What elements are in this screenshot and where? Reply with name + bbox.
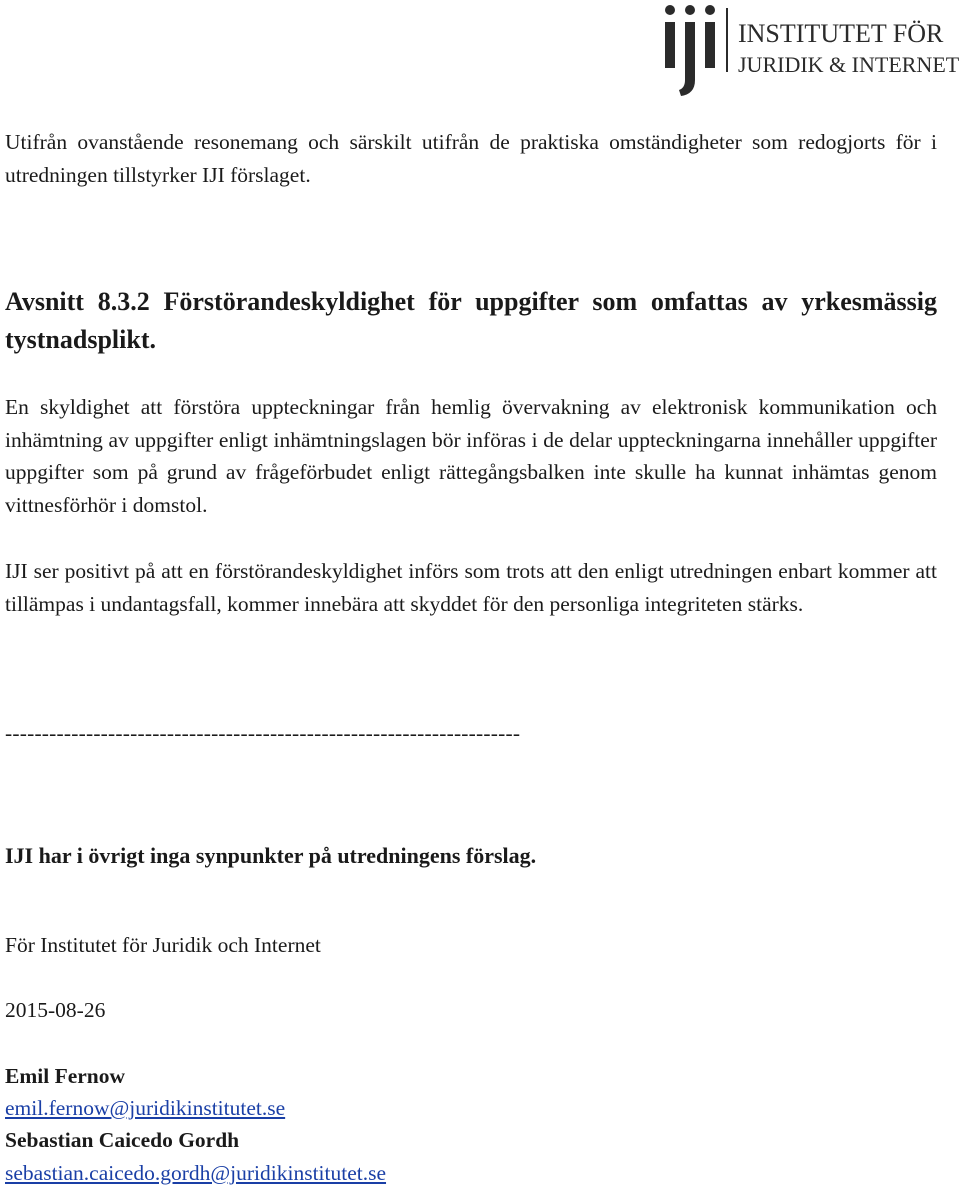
body-paragraph-2: IJI ser positivt på att en förstörandeskyldighet införs som trots att den enligt utredningen enbart kommer att tillämpas i undantagsfall, kommer innebära att skyddet för den personliga integriteten stärks. [5,559,937,616]
body-paragraph-1: En skyldighet att förstöra uppteckningar från hemlig övervakning av elektronisk kommunikation och inhämtning av uppgifter enligt inhämtningslagen bör införas i de delar uppteckningarna innehåller uppgifter uppgifter som på grund av frågeförbudet enligt rättegångsbalken inte skulle ha kunnat inhämtas genom vittnesförhör i domstol. [5,395,937,517]
signatory-2-email-row [5,1158,386,1188]
signatory-1-email-row [5,1093,285,1123]
on-behalf-line: För Institutet för Juridik och Internet [5,933,321,957]
logo-text-line2: JURIDIK & INTERNET [738,52,960,77]
separator-line: ---------------------------------------------------------------------- [5,721,521,745]
logo-iji-mark [665,5,715,96]
logo-text-line1: INSTITUTET FÖR [738,19,944,48]
logo-graphic [660,0,960,100]
signatory-2-name: Sebastian Caicedo Gordh [5,1128,240,1152]
signatory-1-name: Emil Fernow [5,1064,126,1088]
signature-date: 2015-08-26 [5,998,106,1022]
signatory-2-email-link[interactable]: sebastian.caicedo.gordh@juridikinstitutet.se [5,1161,387,1185]
section-heading: Avsnitt 8.3.2 Förstörandeskyldighet för uppgifter som omfattas av yrkesmässig tystnadsplikt. [5,287,937,354]
institute-logo [660,0,960,100]
conclusion-statement: IJI har i övrigt inga synpunkter på utredningens förslag. [5,843,537,868]
intro-paragraph: Utifrån ovanstående resonemang och särskilt utifrån de praktiska omständigheter som redogjorts för i utredningen tillstyrker IJI förslaget. [5,130,937,187]
logo-divider [726,8,728,72]
signatory-1-email-link[interactable]: emil.fernow@juridikinstitutet.se [5,1096,286,1120]
